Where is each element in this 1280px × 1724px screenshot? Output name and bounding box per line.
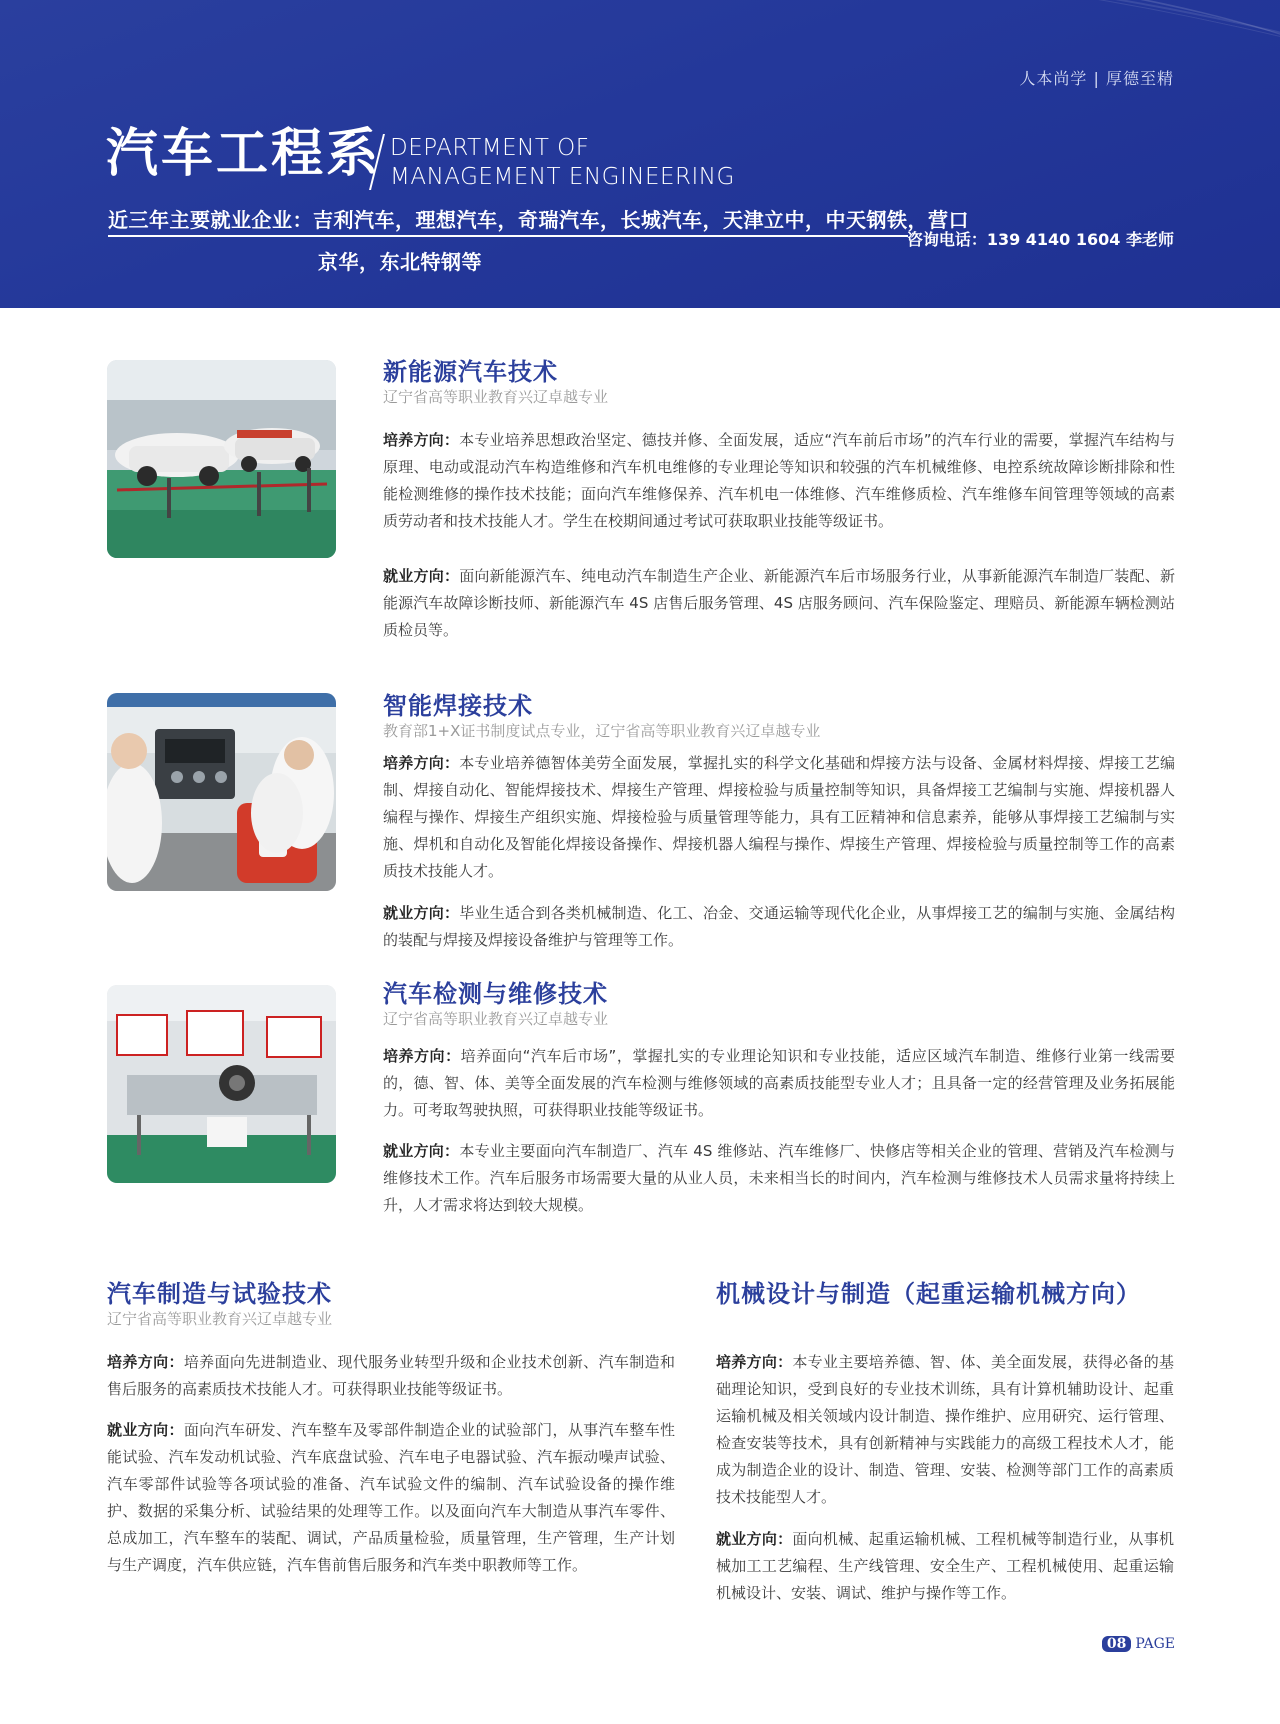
welding-lab-illustration xyxy=(107,693,336,891)
employment-direction xyxy=(107,1417,675,1579)
training-direction xyxy=(383,1043,1175,1124)
training-direction xyxy=(716,1349,1174,1511)
department-english-name xyxy=(390,134,735,192)
program-title: 机械设计与制造（起重运输机械方向） xyxy=(716,1280,1141,1308)
header-banner xyxy=(0,0,1280,308)
employment-label: 就业方向： xyxy=(107,1421,184,1439)
employers-line-2: 京华，东北特钢等 xyxy=(318,250,482,274)
training-text: 本专业培养思想政治坚定、德技并修、全面发展，适应“汽车前后市场”的汽车行业的需要，掌握汽车结构与原理、电动或混动汽车构造维修和汽车机电维修的专业理论等知识和较强的汽车机械维修、电控系统故障诊断排除和性能检测维修的操作技术技能；面向汽车维修保养、汽车机电一体维修、汽车维修质检、汽车维修车间管理等领域的高素质劳动者和技术技能人才。学生在校期间通过考试可获取职业技能等级证书。 xyxy=(383,431,1175,530)
training-label: 培养方向： xyxy=(383,754,460,772)
contact-phone: 咨询电话：139 4140 1604 李老师 xyxy=(906,230,1174,249)
employment-label: 就业方向： xyxy=(716,1530,793,1548)
training-text: 培养面向先进制造业、现代服务业转型升级和企业技术创新、汽车制造和售后服务的高素质技术技能人才。可获得职业技能等级证书。 xyxy=(107,1353,675,1398)
training-label: 培养方向： xyxy=(383,1047,461,1065)
department-english-line-1: DEPARTMENT OF xyxy=(390,135,590,161)
training-label: 培养方向： xyxy=(383,431,460,449)
program-title: 汽车制造与试验技术 xyxy=(107,1280,332,1308)
ev-workshop-illustration xyxy=(107,360,336,558)
welding-lab-photo xyxy=(107,693,336,891)
program-title: 汽车检测与维修技术 xyxy=(383,980,608,1008)
training-direction xyxy=(107,1349,675,1403)
training-text: 本专业主要培养德、智、体、美全面发展，获得必备的基础理论知识，受到良好的专业技术训练，具有计算机辅助设计、起重运输机械及相关领域内设计制造、操作维护、应用研究、运行管理、检查安装等技术，具有创新精神与实践能力的高级工程技术人才，能成为制造企业的设计、制造、管理、安装、检测等部门工作的高素质技术技能型人才。 xyxy=(716,1353,1174,1506)
training-label: 培养方向： xyxy=(107,1353,184,1371)
program-subtitle: 教育部1+X证书制度试点专业，辽宁省高等职业教育兴辽卓越专业 xyxy=(383,722,821,740)
page-number xyxy=(1102,1636,1175,1652)
employment-direction xyxy=(383,1138,1175,1219)
department-english-line-2: MANAGEMENT ENGINEERING xyxy=(390,164,735,190)
page-number-value: 08 xyxy=(1102,1636,1131,1652)
employment-text: 面向汽车研发、汽车整车及零部件制造企业的试验部门，从事汽车整车性能试验、汽车发动机试验、汽车底盘试验、汽车电子电器试验、汽车振动噪声试验、汽车零部件试验等各项试验的准备、汽车试验文件的编制、汽车试验设备的操作维护、数据的采集分析、试验结果的处理等工作。以及面向汽车大制造从事汽车零件、总成加工，汽车整车的装配、调试，产品质量检验，质量管理，生产管理，生产计划与生产调度，汽车供应链，汽车售前售后服务和汽车类中职教师等工作。 xyxy=(107,1421,675,1574)
program-subtitle: 辽宁省高等职业教育兴辽卓越专业 xyxy=(383,388,609,406)
employment-direction xyxy=(383,900,1175,954)
motto: 人本尚学 | 厚德至精 xyxy=(1019,69,1174,88)
inspection-lab-photo xyxy=(107,985,336,1183)
page-number-label: PAGE xyxy=(1135,1636,1175,1652)
program-title: 智能焊接技术 xyxy=(383,692,533,720)
employment-label: 就业方向： xyxy=(383,1142,460,1160)
training-direction xyxy=(383,427,1175,535)
employment-text: 本专业主要面向汽车制造厂、汽车 4S 维修站、汽车维修厂、快修店等相关企业的管理、营销及汽车检测与维修技术工作。汽车后服务市场需要大量的从业人员，未来相当长的时间内，汽车检测与维修技术人员需求量将持续上升，人才需求将达到较大规模。 xyxy=(383,1142,1175,1214)
program-subtitle: 辽宁省高等职业教育兴辽卓越专业 xyxy=(107,1310,333,1328)
employers-underline xyxy=(108,235,908,237)
ev-workshop-photo xyxy=(107,360,336,558)
employment-text: 面向新能源汽车、纯电动汽车制造生产企业、新能源汽车后市场服务行业，从事新能源汽车制造厂装配、新能源汽车故障诊断技师、新能源汽车 4S 店售后服务管理、4S 店服务顾问、汽车保险鉴定、理赔员、新能源车辆检测站质检员等。 xyxy=(383,567,1175,639)
employment-text: 毕业生适合到各类机械制造、化工、冶金、交通运输等现代化企业，从事焊接工艺的编制与实施、金属结构的装配与焊接及焊接设备维护与管理等工作。 xyxy=(383,904,1175,949)
program-subtitle: 辽宁省高等职业教育兴辽卓越专业 xyxy=(383,1010,609,1028)
employment-text: 面向机械、起重运输机械、工程机械等制造行业，从事机械加工工艺编程、生产线管理、安全生产、工程机械使用、起重运输机械设计、安装、调试、维护与操作等工作。 xyxy=(716,1530,1174,1602)
training-text: 培养面向“汽车后市场”，掌握扎实的专业理论知识和专业技能，适应区域汽车制造、维修行业第一线需要的，德、智、体、美等全面发展的汽车检测与维修领域的高素质技能型专业人才；且具备一定的经营管理及业务拓展能力。可考取驾驶执照，可获得职业技能等级证书。 xyxy=(383,1047,1175,1119)
employment-label: 就业方向： xyxy=(383,904,460,922)
employment-direction xyxy=(716,1526,1174,1607)
department-title: 汽车工程系 xyxy=(106,123,382,184)
program-title: 新能源汽车技术 xyxy=(383,358,558,386)
employment-label: 就业方向： xyxy=(383,567,460,585)
training-label: 培养方向： xyxy=(716,1353,793,1371)
inspection-lab-illustration xyxy=(107,985,336,1183)
training-direction xyxy=(383,750,1175,885)
employers-line-1: 近三年主要就业企业：吉利汽车，理想汽车，奇瑞汽车，长城汽车，天津立中，中天钢铁，营口 xyxy=(108,208,969,232)
training-text: 本专业培养德智体美劳全面发展，掌握扎实的科学文化基础和焊接方法与设备、金属材料焊接、焊接工艺编制、焊接自动化、智能焊接技术、焊接生产管理、焊接检验与质量控制等知识，具备焊接工艺编制与实施、焊接机器人编程与操作、焊接生产组织实施、焊接检验与质量管理等能力，具有工匠精神和信息素养，能够从事焊接工艺编制与实施、焊机和自动化及智能化焊接设备操作、焊接机器人编程与操作、焊接生产管理、焊接检验与质量控制等工作的高素质技术技能人才。 xyxy=(383,754,1175,880)
employment-direction xyxy=(383,563,1175,644)
